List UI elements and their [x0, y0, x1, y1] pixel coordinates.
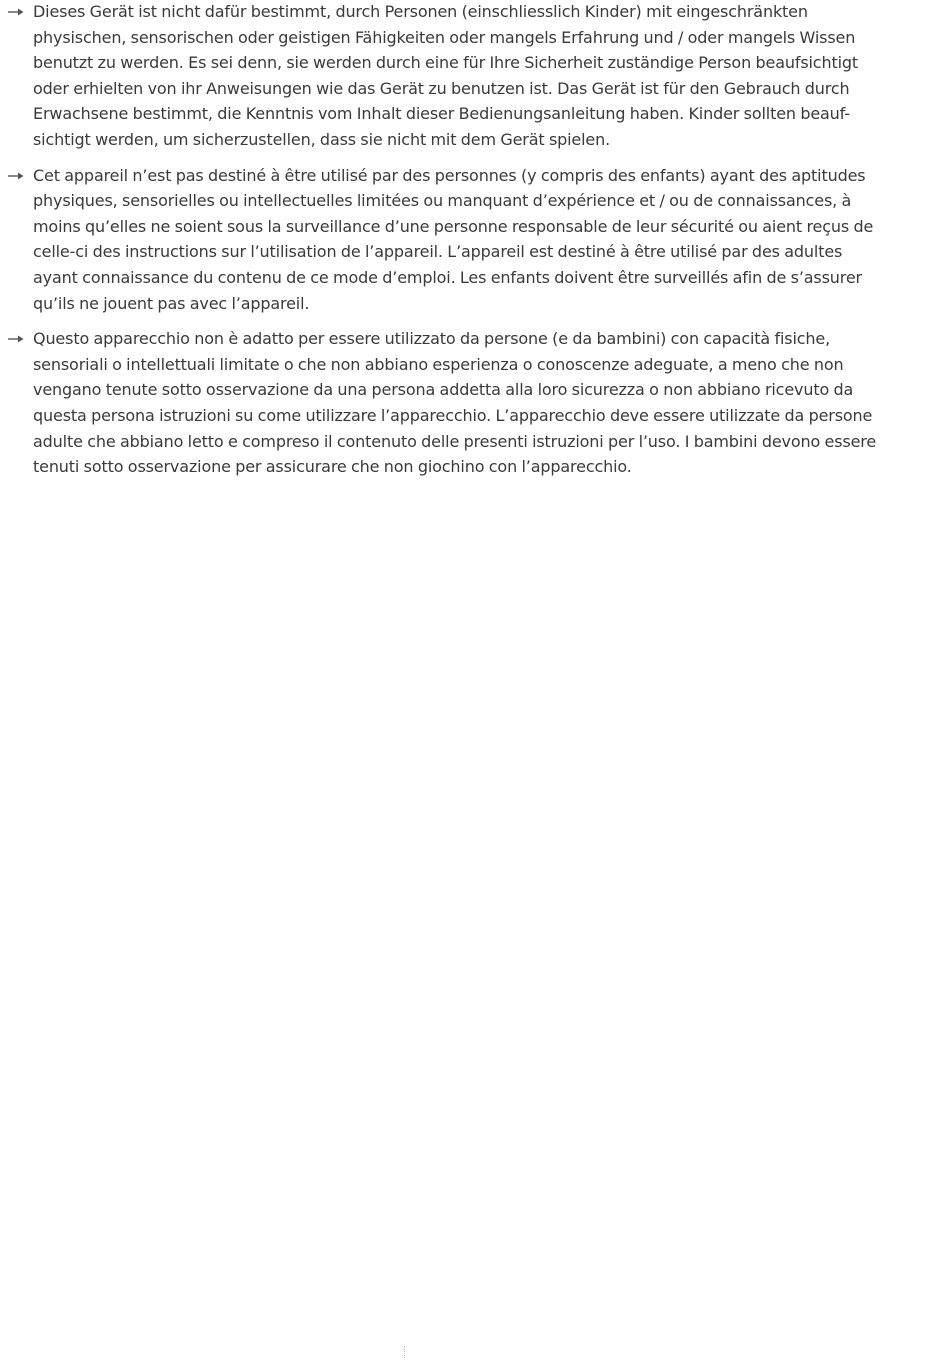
document-body: [0, 0, 950, 480]
arrow-right-icon: [8, 171, 24, 181]
safety-notice-italian: [0, 326, 879, 480]
page-fold-mark: [404, 1346, 406, 1358]
arrow-right-icon: [8, 7, 24, 17]
safety-notice-german-text: Dieses Gerät ist nicht dafür bestimmt, durch Personen (einschliesslich Kinder) mit eingeschränkten physischen, sensorischen oder geistigen Fähigkeiten oder mangels Erfahrung und / oder mangels Wissen benutzt zu werden. Es sei denn, sie werden durch eine für Ihre Sicherheit zuständige Person beaufsichtigt oder erhielten von ihr Anweisungen wie das Gerät zu benutzen ist. Das Gerät ist für den Gebrauch durch Erwachsene bestimmt, die Kenntnis vom Inhalt dieser Bedienungsanleitung haben. Kinder sollten beauf- sichtigt werden, um sicherzustellen, dass sie nicht mit dem Gerät spielen.: [33, 2, 858, 149]
safety-notice-italian-text: Questo apparecchio non è adatto per essere utilizzato da persone (e da bambini) con capacità fisiche, sensoriali o intellettuali limitate o che non abbiano esperienza o conoscenze adeguate, a meno che non vengano tenute sotto osservazione da una persona addetta alla loro sicurezza o non abbiano ricevuto da questa persona istruzioni su come utilizzare l’apparecchio. L’apparecchio deve essere utilizzate da persone adulte che abbiano letto e compreso il contenuto delle presenti istruzioni per l’uso. I bambini devono essere tenuti sotto osservazione per assicurare che non giochino con l’apparecchio.: [33, 329, 877, 477]
safety-notice-german: [0, 0, 879, 153]
safety-notice-french-text: Cet appareil n’est pas destiné à être utilisé par des personnes (y compris des enfants) ayant des aptitudes physiques, sensorielles ou intellectuelles limitées ou manquant d’expérience et / ou de connaissances, à moins qu’elles ne soient sous la surveillance d’une personne responsable de leur sécurité ou aient reçus de celle-ci des instructions sur l’utilisation de l’appareil. L’appareil est destiné à être utilisé par des adultes ayant connaissance du contenu de ce mode d’emploi. Les enfants doivent être surveillés afin de s’assurer qu’ils ne jouent pas avec l’appareil.: [33, 165, 874, 313]
arrow-right-icon: [8, 334, 24, 344]
safety-notice-french: [0, 163, 879, 317]
